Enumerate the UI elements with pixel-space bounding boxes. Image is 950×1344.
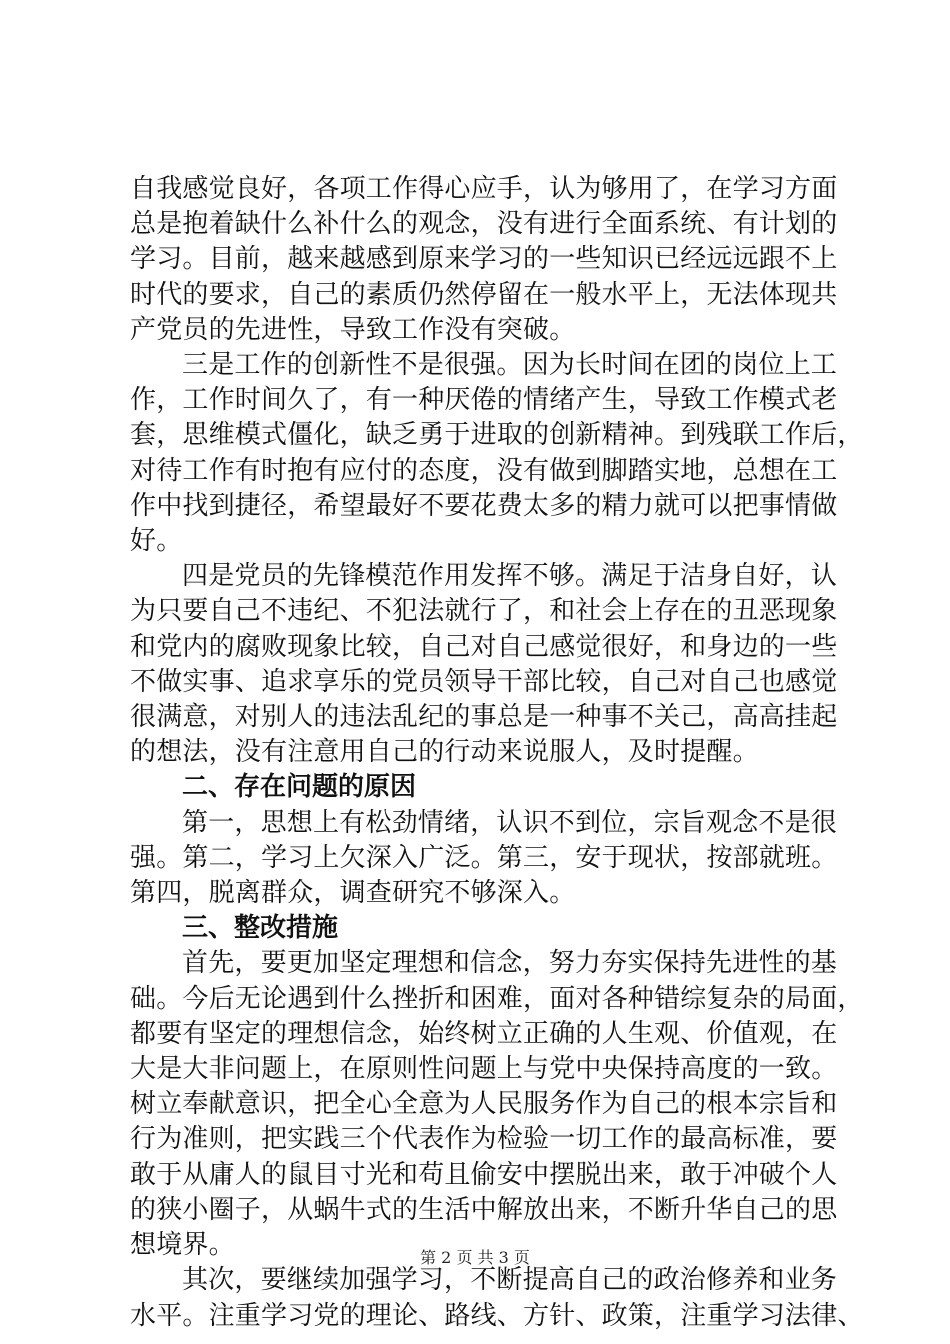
text-line: 很满意，对别人的违法乱纪的事总是一种事不关己，高高挂起: [130, 702, 838, 733]
section-heading: 三、整改措施: [182, 913, 339, 944]
text-line: 水平。注重学习党的理论、路线、方针、政策，注重学习法律、: [130, 1300, 864, 1331]
text-line: 行为准则，把实践三个代表作为检验一切工作的最高标准，要: [130, 1124, 838, 1155]
text-line: 总是抱着缺什么补什么的观念，没有进行全面系统、有计划的: [130, 209, 838, 240]
text-line: 作，工作时间久了，有一种厌倦的情绪产生，导致工作模式老: [130, 385, 838, 416]
text-line: 的狭小圈子，从蜗牛式的生活中解放出来，不断升华自己的思: [130, 1194, 838, 1225]
text-line: 树立奉献意识，把全心全意为人民服务作为自己的根本宗旨和: [130, 1089, 838, 1120]
text-line: 大是大非问题上，在原则性问题上与党中央保持高度的一致。: [130, 1054, 838, 1085]
text-line: 想境界。: [130, 1230, 235, 1261]
text-line: 和党内的腐败现象比较，自己对自己感觉很好，和身边的一些: [130, 631, 838, 662]
body-paragraph: [130, 348, 864, 559]
text-line: 套，思维模式僵化，缺乏勇于进取的创新精神。到残联工作后，: [130, 420, 864, 451]
body-paragraph: [130, 806, 838, 912]
text-line: 敢于从庸人的鼠目寸光和苟且偷安中摆脱出来，敢于冲破个人: [130, 1159, 838, 1190]
text-line: 其次，要继续加强学习，不断提高自己的政治修养和业务: [182, 1265, 838, 1296]
text-line: 作中找到捷径，希望最好不要花费太多的精力就可以把事情做: [130, 490, 838, 521]
text-line: 时代的要求，自己的素质仍然停留在一般水平上，无法体现共: [130, 279, 838, 310]
text-line: 好。: [130, 526, 183, 557]
text-line: 的想法，没有注意用自己的行动来说服人，及时提醒。: [130, 737, 759, 768]
body-paragraph: [130, 946, 864, 1263]
text-line: 三是工作的创新性不是很强。因为长时间在团的岗位上工: [182, 350, 838, 381]
text-line: 第四，脱离群众，调查研究不够深入。: [130, 878, 576, 909]
text-line: 自我感觉良好，各项工作得心应手，认为够用了，在学习方面: [130, 174, 838, 204]
text-line: 第一，思想上有松劲情绪，认识不到位，宗旨观念不是很: [182, 807, 838, 838]
text-line: 不做实事、追求享乐的党员领导干部比较，自己对自己也感觉: [130, 666, 838, 697]
text-line: 对待工作有时抱有应付的态度，没有做到脚踏实地，总想在工: [130, 455, 838, 486]
section-heading: 二、存在问题的原因: [182, 772, 417, 803]
text-line: 强。第二，学习上欠深入广泛。第三，安于现状，按部就班。: [130, 842, 838, 873]
text-line: 四是党员的先锋模范作用发挥不够。满足于洁身自好，认: [182, 561, 838, 592]
document-body: [130, 172, 864, 1334]
text-line: 产党员的先进性，导致工作没有突破。: [130, 314, 576, 345]
text-line: 首先，要更加坚定理想和信念，努力夯实保持先进性的基: [182, 948, 838, 979]
page-footer: 第 2 页 共 3 页: [420, 1248, 530, 1267]
text-line: 为只要自己不违纪、不犯法就行了，和社会上存在的丑恶现象: [130, 596, 838, 627]
body-paragraph: [130, 1263, 864, 1333]
text-line: 学习。目前，越来越感到原来学习的一些知识已经远远跟不上: [130, 244, 838, 275]
body-paragraph: [130, 559, 838, 770]
text-line: 都要有坚定的理想信念，始终树立正确的人生观、价值观，在: [130, 1018, 838, 1049]
body-paragraph: [130, 172, 838, 348]
text-line: 础。今后无论遇到什么挫折和困难，面对各种错综复杂的局面，: [130, 983, 864, 1014]
